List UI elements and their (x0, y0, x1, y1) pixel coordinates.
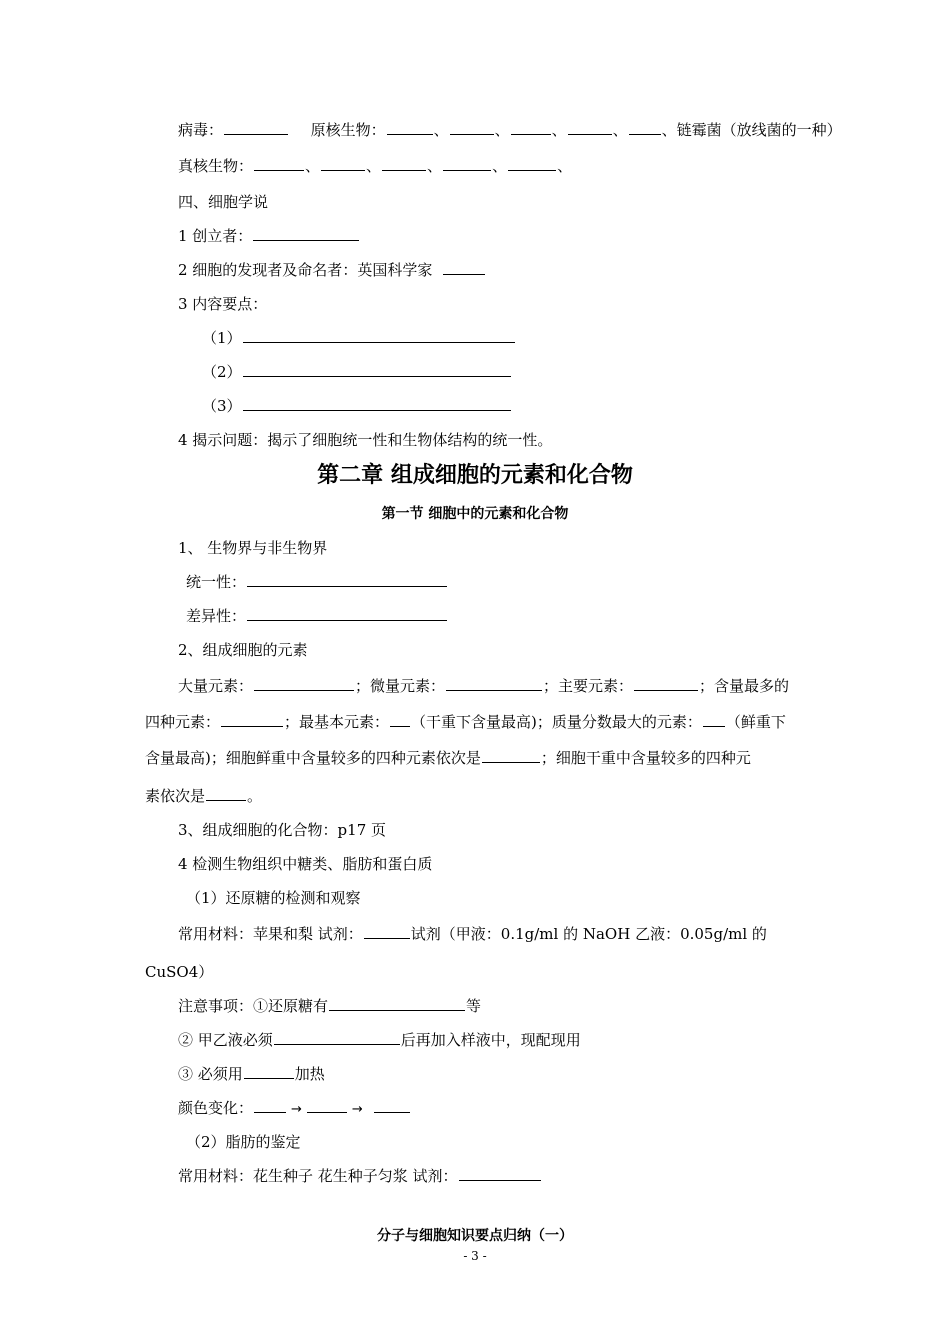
order-label: 素依次是 (145, 787, 206, 805)
basic-label: ；最基本元素： (284, 713, 390, 731)
main-label: ；主要元素： (543, 677, 634, 695)
blank (274, 1030, 400, 1045)
separator: 、 (366, 157, 382, 175)
eukaryote-line (178, 156, 572, 176)
color-label: 颜色变化： (178, 1099, 254, 1117)
content-line: 3 内容要点： (178, 295, 268, 313)
point-3-label: （3） (202, 397, 242, 415)
blank (307, 1098, 347, 1113)
blank (364, 924, 410, 939)
unity-line (186, 572, 448, 592)
material1-label: 常用材料：苹果和梨 试剂： (178, 925, 363, 943)
reveal-line: 4 揭示问题：揭示了细胞统一性和生物体结构的统一性。 (178, 431, 553, 449)
unity-label: 统一性： (186, 573, 247, 591)
separator: 、 (305, 157, 321, 175)
founder-line (178, 226, 360, 246)
separator: 、 (492, 157, 508, 175)
blank (253, 226, 359, 241)
note1-line (178, 996, 481, 1016)
blank (568, 120, 612, 135)
difference-label: 差异性： (186, 607, 247, 625)
blank (443, 156, 491, 171)
right-arrow-icon: → (351, 1102, 363, 1117)
blank (387, 120, 433, 135)
macro-label: 大量元素： (178, 677, 254, 695)
blank (703, 712, 725, 727)
s3-line: 3、组成细胞的化合物：p17 页 (178, 821, 387, 839)
difference-line (186, 606, 448, 626)
prokaryote-tail: 链霉菌（放线菌的一种） (676, 121, 842, 139)
blank (243, 328, 515, 343)
dry-label: （干重下含量最高)；质量分数最大的元素： (411, 713, 702, 731)
separator: 、 (433, 121, 449, 139)
point-1 (202, 328, 516, 348)
blank (247, 606, 447, 621)
cuso4-line: CuSO4） (145, 963, 214, 981)
eukaryote-label: 真核生物： (178, 157, 254, 175)
separator: 、 (557, 157, 573, 175)
blank (254, 156, 304, 171)
note1-tail: 等 (466, 997, 482, 1015)
separator: 、 (427, 157, 443, 175)
footer-title: 分子与细胞知识要点归纳（一） (377, 1228, 573, 1244)
color-change-line (178, 1098, 411, 1120)
separator: 、 (661, 121, 677, 139)
elements-line-3 (145, 748, 751, 768)
discoverer-label: 2 细胞的发现者及命名者：英国科学家 (178, 261, 433, 279)
blank (634, 676, 698, 691)
most-label: ；含量最多的 (699, 677, 790, 695)
dry-order-label: ；细胞干重中含量较多的四种元 (540, 749, 751, 767)
blank (459, 1166, 541, 1181)
material2-line (178, 1166, 542, 1186)
blank (224, 120, 288, 135)
elements-line-1 (178, 676, 789, 696)
prokaryote-label: 原核生物： (310, 121, 386, 139)
blank (443, 260, 485, 275)
note2-tail: 后再加入样液中，现配现用 (400, 1031, 581, 1049)
blank (247, 572, 447, 587)
material2-label: 常用材料：花生种子 花生种子匀浆 试剂： (178, 1167, 458, 1185)
blank (629, 120, 661, 135)
blank (206, 786, 246, 801)
blank (450, 120, 494, 135)
blank (390, 712, 410, 727)
blank (482, 748, 540, 763)
reagent1-label: 试剂（甲液：0.1g/ml 的 NaOH 乙液：0.05g/ml 的 (410, 925, 767, 943)
section-title: 第一节 细胞中的元素和化合物 (381, 506, 569, 522)
point-3 (202, 396, 512, 416)
micro-label: ；微量元素： (355, 677, 446, 695)
note3-label: ③ 必须用 (178, 1065, 243, 1083)
blank (321, 156, 365, 171)
sub1-heading: （1）还原糖的检测和观察 (186, 889, 361, 907)
blank (374, 1098, 410, 1113)
blank (221, 712, 283, 727)
s1-heading: 1、 生物界与非生物界 (178, 539, 328, 557)
blank (382, 156, 426, 171)
point-2 (202, 362, 512, 382)
blank (329, 996, 465, 1011)
page-number: - 3 - (463, 1249, 487, 1263)
blank (254, 676, 354, 691)
blank (446, 676, 542, 691)
elements-line-4 (145, 786, 262, 806)
virus-label: 病毒： (178, 121, 224, 139)
blank (243, 362, 511, 377)
blank (511, 120, 551, 135)
founder-label: 1 创立者： (178, 227, 253, 245)
note2-label: ② 甲乙液必须 (178, 1031, 273, 1049)
point-1-label: （1） (202, 329, 242, 347)
fresh-label: （鲜重下 (725, 713, 786, 731)
elements-line-2 (145, 712, 786, 732)
blank (244, 1064, 294, 1079)
separator: 、 (612, 121, 628, 139)
period: 。 (247, 787, 263, 805)
virus-prokaryote-line (178, 120, 842, 140)
note1-label: 注意事项：①还原糖有 (178, 997, 329, 1015)
cell-theory-heading: 四、细胞学说 (178, 193, 269, 211)
s2-heading: 2、组成细胞的元素 (178, 641, 308, 659)
separator: 、 (494, 121, 510, 139)
separator: 、 (551, 121, 567, 139)
sub2-heading: （2）脂肪的鉴定 (186, 1133, 301, 1151)
note3-tail: 加热 (294, 1065, 325, 1083)
discoverer-line (178, 260, 486, 280)
point-2-label: （2） (202, 363, 242, 381)
fresh-order-label: 含量最高)；细胞鲜重中含量较多的四种元素依次是 (145, 749, 481, 767)
blank (254, 1098, 286, 1113)
chapter-title: 第二章 组成细胞的元素和化合物 (317, 463, 633, 488)
note3-line (178, 1064, 325, 1084)
blank (243, 396, 511, 411)
right-arrow-icon: → (291, 1102, 302, 1117)
material1-line (178, 924, 767, 944)
blank (508, 156, 556, 171)
note2-line (178, 1030, 581, 1050)
four-label: 四种元素： (145, 713, 221, 731)
s4-heading: 4 检测生物组织中糖类、脂肪和蛋白质 (178, 855, 433, 873)
